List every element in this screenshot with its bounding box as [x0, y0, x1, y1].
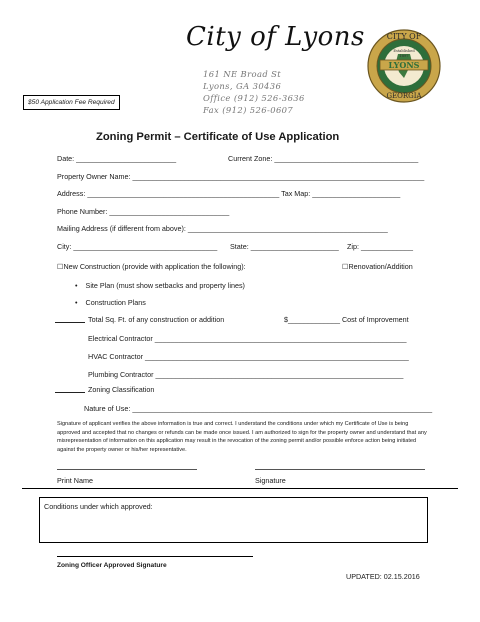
bullet-text: Construction Plans — [85, 298, 146, 307]
nature-of-use-field[interactable]: Nature of Use: ___________________________________________________________________________ — [84, 404, 433, 413]
seal-est-text: Established — [393, 49, 415, 53]
bullet-icon: • — [75, 281, 78, 290]
phone-number-field[interactable]: Phone Number: ______________________________ — [57, 207, 230, 216]
address-block — [203, 68, 305, 116]
mailing-address-field[interactable]: Mailing Address (if different from above): __________________________________________________ — [57, 224, 388, 233]
updated-date: UPDATED: 02.15.2016 — [346, 572, 420, 581]
cost-of-improvement-field[interactable]: $_____________ Cost of Improvement — [284, 315, 409, 324]
section-divider — [22, 488, 458, 489]
conditions-label: Conditions under which approved: — [44, 502, 153, 511]
city-name-logo: City of Lyons — [186, 22, 365, 52]
address-line: Office (912) 526-3636 — [203, 93, 305, 103]
fee-note: $50 Application Fee Required — [28, 99, 115, 106]
bullet-construction-plans — [75, 298, 146, 307]
sqft-blank-line[interactable] — [55, 322, 85, 323]
officer-signature-line[interactable] — [57, 556, 253, 557]
print-name-line[interactable] — [57, 469, 197, 470]
current-zone-field[interactable]: Current Zone: ____________________________________ — [228, 154, 419, 163]
city-field[interactable]: City: ____________________________________ — [57, 242, 218, 251]
seal-bottom-text: GEORGIA — [386, 92, 422, 100]
address-line: Lyons, GA 30436 — [203, 81, 282, 91]
renovation-checkbox[interactable]: ☐Renovation/Addition — [342, 262, 413, 271]
property-owner-field[interactable]: Property Owner Name: _________________________________________________________________________ — [57, 172, 425, 181]
city-seal-logo — [366, 28, 442, 104]
zoning-classification-label: Zoning Classification — [88, 385, 155, 394]
print-name-label: Print Name — [57, 476, 93, 485]
signature-label: Signature — [255, 476, 286, 485]
bullet-text: Site Plan (must show setbacks and property lines) — [85, 281, 245, 290]
seal-middle-text: LYONS — [388, 60, 420, 70]
zip-field[interactable]: Zip: _____________ — [347, 242, 413, 251]
address-line: 161 NE Broad St — [203, 69, 282, 79]
date-field[interactable]: Date: _________________________ — [57, 154, 177, 163]
bullet-site-plan — [75, 281, 245, 290]
state-field[interactable]: State: ______________________ — [230, 242, 339, 251]
hvac-contractor-field[interactable]: HVAC Contractor __________________________________________________________________ — [88, 352, 409, 361]
certification-statement: Signature of applicant verifies the above information is true and correct. I understand the conditions under which my Certificate of Use is being approved and accepted that no changes or refunds can be made once issued. I am authorized to sign for the property owner and understand that any misrepresentation of information on this application may result in the revocation of the zoning permit and/or possible enforce action being initiated against the property owner or his/her representative. — [57, 421, 427, 453]
plumbing-contractor-field[interactable]: Plumbing Contractor ______________________________________________________________ — [88, 370, 404, 379]
application-fee-box — [23, 95, 120, 110]
zoning-class-blank-line[interactable] — [55, 392, 85, 393]
seal-top-text: CITY OF — [386, 32, 422, 41]
signature-line[interactable] — [255, 469, 425, 470]
bullet-icon: • — [75, 298, 78, 307]
seal-year-text: 1897 — [399, 54, 409, 58]
address-tax-map-field[interactable]: Address: ________________________________________________ Tax Map: ______________________ — [57, 189, 401, 198]
conditions-box[interactable] — [39, 497, 428, 543]
form-title: Zoning Permit – Certificate of Use Application — [96, 131, 340, 143]
officer-signature-label: Zoning Officer Approved Signature — [57, 562, 167, 569]
new-construction-checkbox[interactable]: ☐New Construction (provide with application the following): — [57, 262, 246, 271]
address-line: Fax (912) 526-0607 — [203, 105, 294, 115]
sqft-label: Total Sq. Ft. of any construction or addition — [88, 315, 225, 324]
electrical-contractor-field[interactable]: Electrical Contractor _______________________________________________________________ — [88, 334, 407, 343]
